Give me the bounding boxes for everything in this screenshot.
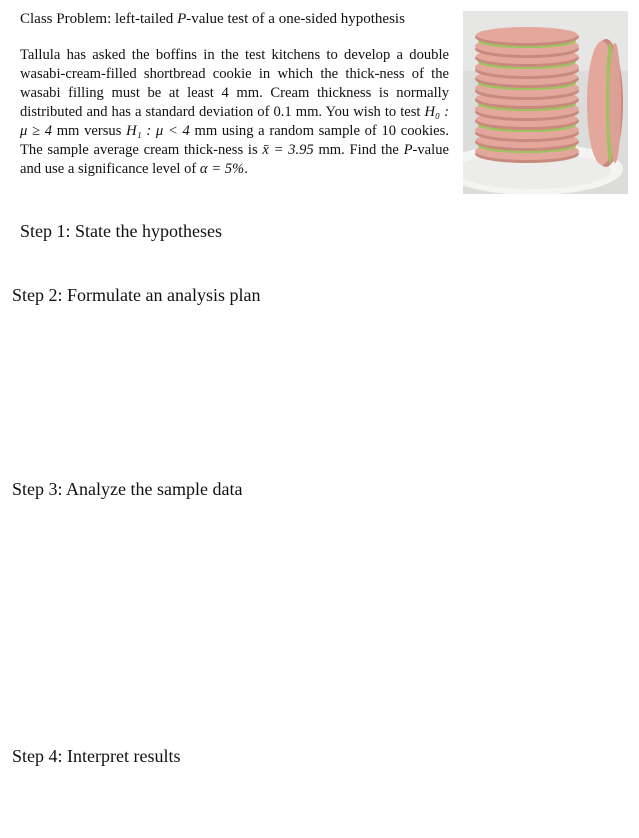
cookie-stack-photo	[463, 11, 628, 194]
title-suffix: -value test of a one-sided hypothesis	[186, 11, 405, 27]
step-2-heading: Step 2: Formulate an analysis plan	[12, 285, 261, 305]
step-1-heading: Step 1: State the hypotheses	[20, 221, 222, 241]
null-hypothesis: H₀ : μ ≥ 4	[20, 104, 449, 139]
sample-mean: x̄ = 3.95	[262, 142, 314, 158]
problem-text-6: .	[244, 161, 248, 177]
step-3-heading: Step 3: Analyze the sample data	[12, 479, 243, 499]
cookie-stack	[475, 27, 579, 163]
problem-p-letter: P	[403, 142, 413, 158]
significance-level: α = 5%	[199, 161, 245, 177]
problem-text-2: mm versus	[52, 123, 127, 139]
cookie-sandwich	[475, 27, 579, 58]
problem-title	[20, 10, 405, 29]
problem-text-4: mm. Find the	[313, 142, 404, 158]
title-prefix: Class Problem: left-tailed	[20, 11, 178, 27]
problem-text-5: -value and use a significance level of	[20, 142, 449, 177]
problem-text-3: mm using a random sample of 10 cookies. The sample average cream thick-ness is	[20, 123, 449, 158]
problem-text-1: Tallula has asked the boffins in the test kitchens to develop a double wasabi-cream-filled shortbread cookie in which the thick-ness of the wasabi filling must be at least 4 mm. Cream thickness is normally distributed and has a standard deviation of 0.1 mm. You wish to test	[20, 47, 449, 120]
title-p-letter: P	[177, 11, 187, 27]
alternative-hypothesis: H₁ : μ < 4	[126, 123, 190, 139]
cookie-stack-icon	[463, 11, 628, 194]
standing-cookie	[587, 39, 623, 167]
problem-statement	[20, 46, 449, 179]
step-4-heading: Step 4: Interpret results	[12, 746, 181, 766]
